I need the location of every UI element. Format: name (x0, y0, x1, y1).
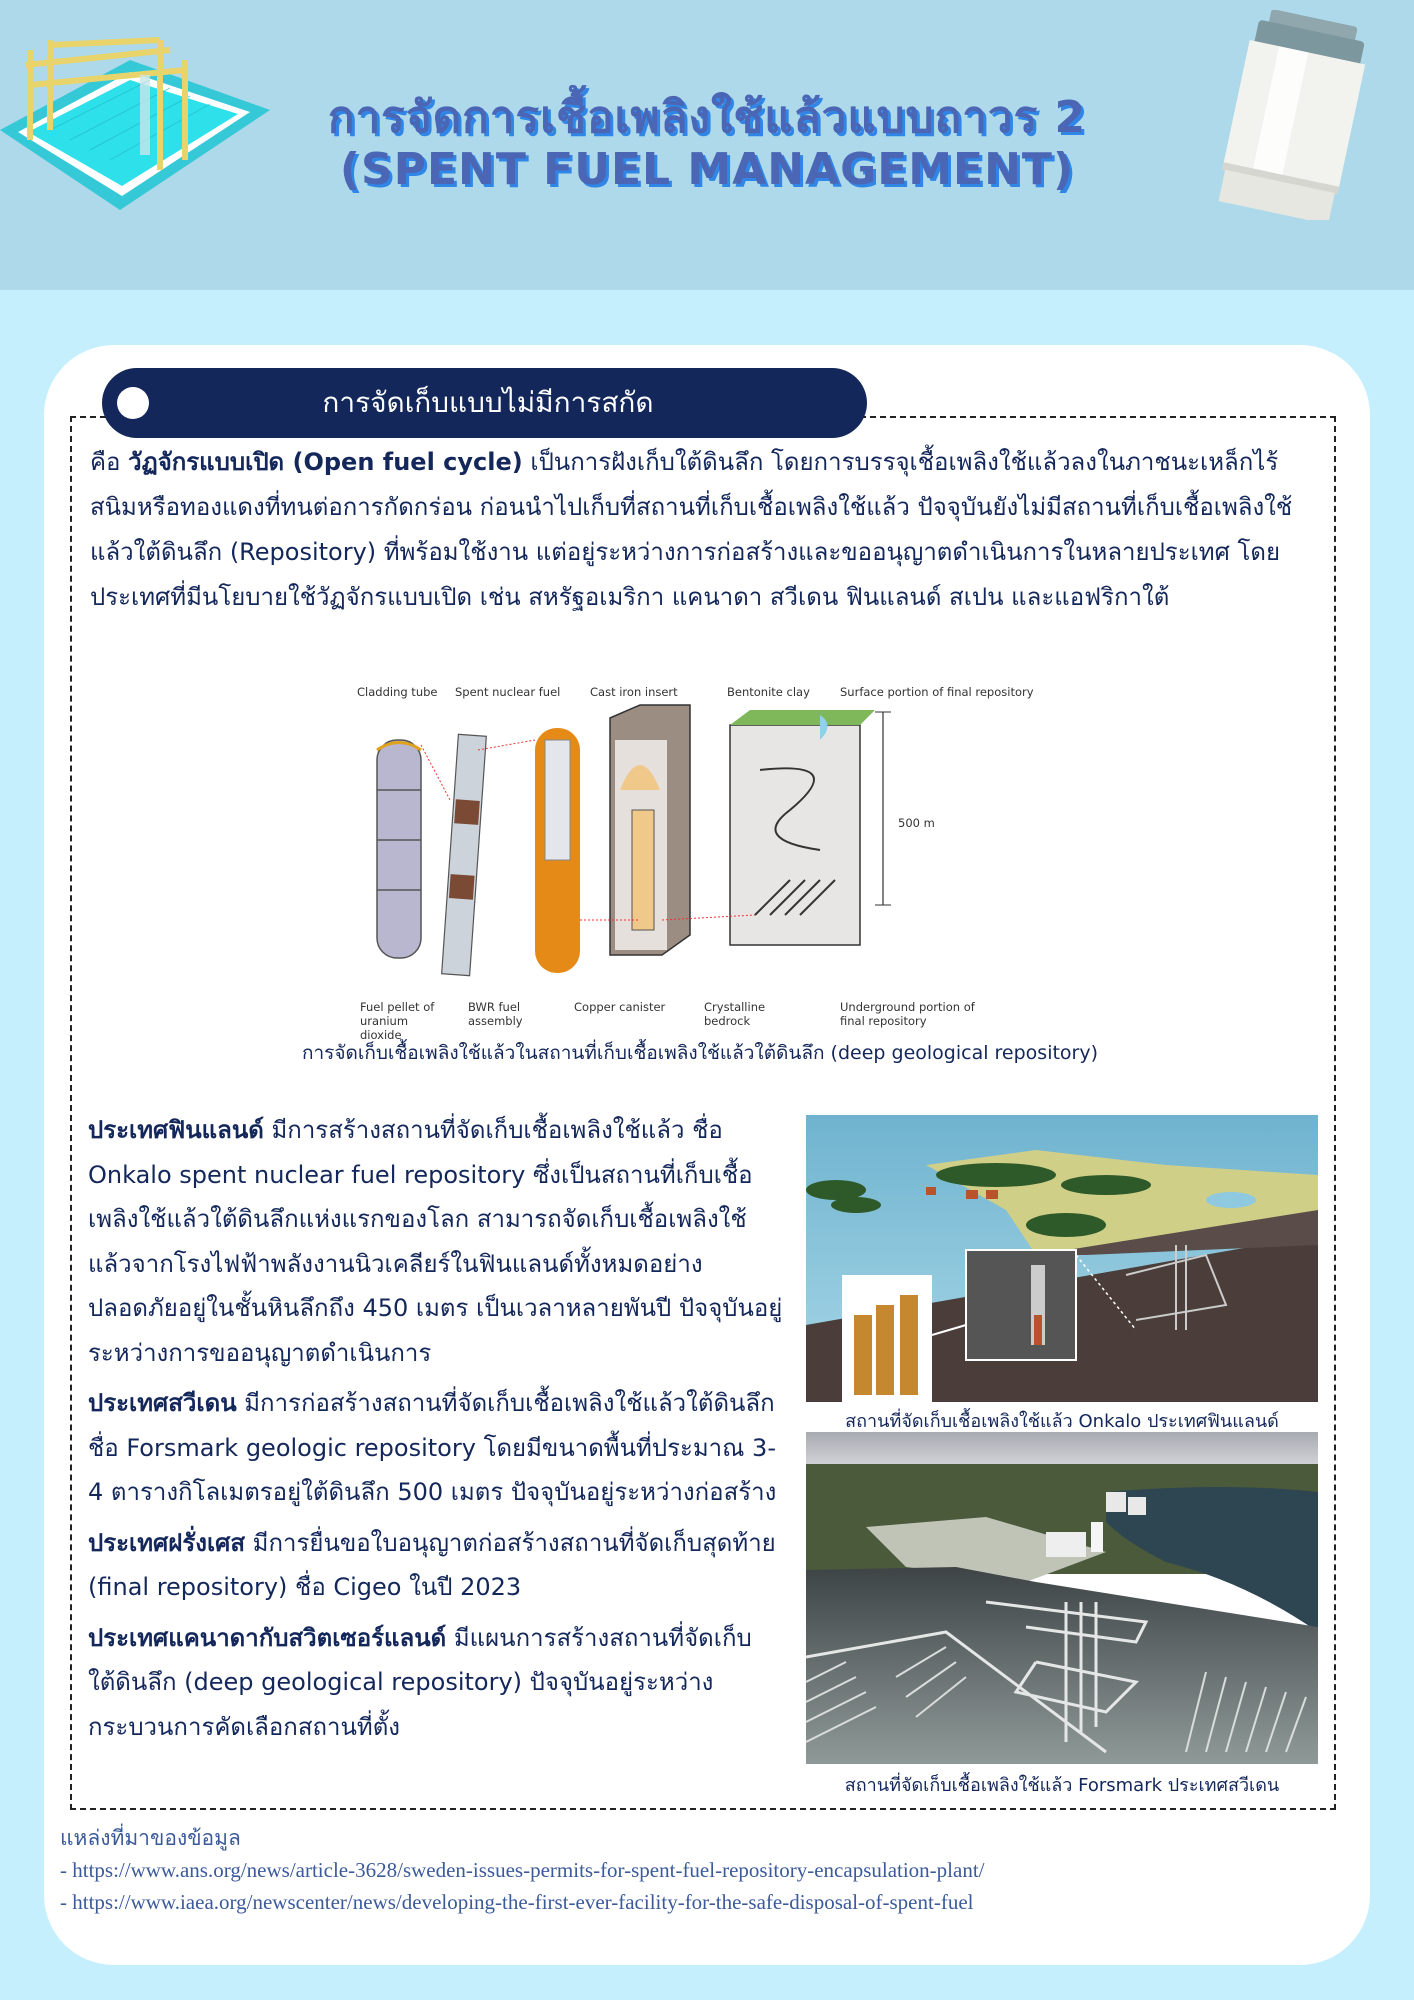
onkalo-image-caption: สถานที่จัดเก็บเชื้อเพลิงใช้แล้ว Onkalo ประเทศฟินแลนด์ (845, 1411, 1279, 1432)
wave-divider (0, 240, 1414, 300)
country-item-finland (88, 1108, 788, 1375)
label-fuel-pellet: Fuel pellet of uranium dioxide (360, 1000, 435, 1042)
intro-paragraph (90, 440, 1320, 620)
sources-section (60, 1822, 1380, 1918)
label-bwr-fuel-assembly: BWR fuel assembly (468, 1000, 523, 1028)
page-title (0, 92, 1414, 196)
label-crystalline-bedrock: Crystalline bedrock (704, 1000, 766, 1028)
source-link[interactable]: - https://www.iaea.org/newscenter/news/developing-the-first-ever-facility-for-the-safe-disposal-of-spent-fuel (60, 1890, 974, 1914)
country-item-sweden (88, 1381, 788, 1515)
section-heading: การจัดเก็บแบบไม่มีการสกัด (322, 386, 654, 419)
country-text: มีแผนการสร้างสถานที่จัดเก็บใต้ดินลึก (deep geological repository) ปัจจุบันอยู่ระหว่างกระบวนการคัดเลือกสถานที่ตั้ง (88, 1623, 752, 1741)
country-name: ประเทศแคนาดากับสวิตเซอร์แลนด์ (88, 1623, 447, 1652)
label-underground-portion: Underground portion of final repository (840, 1000, 975, 1028)
repository-diagram-illustration (350, 680, 1050, 1000)
section-heading-pill (102, 368, 867, 438)
country-list (88, 1108, 788, 1755)
country-text: มีการสร้างสถานที่จัดเก็บเชื้อเพลิงใช้แล้ว ชื่อ Onkalo spent nuclear fuel repository ซึ่งเป็นสถานที่เก็บเชื้อเพลิงใช้แล้วใต้ดินลึกแห่งแรกของโลก สามารถจัดเก็บเชื้อเพลิงใช้แล้วจากโรงไฟฟ้าพลังงานนิวเคลียร์ในฟินแลนด์ทั้งหมดอย่างปลอดภัยอยู่ในชั้นหินลึกถึง 450 เมตร เป็นเวลาหลายพันปี ปัจจุบันอยู่ระหว่างการขออนุญาตดำเนินการ (88, 1116, 783, 1367)
storage-canister-icon (1210, 10, 1370, 220)
label-cladding-tube: Cladding tube (357, 685, 438, 699)
country-text: มีการยื่นขอใบอนุญาตก่อสร้างสถานที่จัดเก็บสุดท้าย (final repository) ชื่อ Cigeo ในปี 2023 (88, 1528, 776, 1601)
header-banner (0, 0, 1414, 290)
forsmark-repository-image (806, 1432, 1318, 1764)
intro-body: เป็นการฝังเก็บใต้ดินลึก โดยการบรรจุเชื้อเพลิงใช้แล้วลงในภาชนะเหล็กไร้สนิมหรือทองแดงที่ทนต่อการกัดกร่อน ก่อนนำไปเก็บที่สถานที่เก็บเชื้อเพลิงใช้แล้ว ปัจจุบันยังไม่มีสถานที่เก็บเชื้อเพลิงใช้แล้วใต้ดินลึก (Repository) ที่พร้อมใช้งาน แต่อยู่ระหว่างการก่อสร้างและขออนุญาตดำเนินการในหลายประเทศ โดยประเทศที่มีนโยบายใช้วัฏจักรแบบเปิด เช่น สหรัฐอเมริกา แคนาดา สวีเดน ฟินแลนด์ สเปน และแอฟริกาใต้ (90, 448, 1293, 611)
label-copper-canister: Copper canister (574, 1000, 666, 1014)
label-spent-nuclear-fuel: Spent nuclear fuel (455, 685, 561, 699)
title-line-english: (SPENT FUEL MANAGEMENT) (339, 144, 1075, 195)
onkalo-repository-image (806, 1115, 1318, 1402)
label-bentonite-clay: Bentonite clay (727, 685, 810, 699)
intro-prefix: คือ (90, 448, 129, 476)
forsmark-image-caption: สถานที่จัดเก็บเชื้อเพลิงใช้แล้ว Forsmark ประเทศสวีเดน (844, 1775, 1280, 1796)
diagram-caption: การจัดเก็บเชื้อเพลิงใช้แล้วในสถานที่เก็บเชื้อเพลิงใช้แล้วใต้ดินลึก (deep geological repository) (301, 1042, 1099, 1064)
label-cast-iron-insert: Cast iron insert (590, 685, 678, 699)
repository-diagram (350, 680, 1050, 1042)
label-surface-portion: Surface portion of final repository (840, 685, 1034, 699)
country-text: มีการก่อสร้างสถานที่จัดเก็บเชื้อเพลิงใช้แล้วใต้ดินลึก ชื่อ Forsmark geologic repository โดยมีขนาดพื้นที่ประมาณ 3-4 ตารางกิโลเมตรอยู่ใต้ดินลึก 500 เมตร ปัจจุบันอยู่ระหว่างก่อสร้าง (88, 1389, 777, 1506)
country-name: ประเทศฟินแลนด์ (88, 1116, 264, 1144)
country-name: ประเทศสวีเดน (88, 1389, 237, 1417)
bullet-dot-icon (117, 387, 149, 419)
title-line-thai: การจัดการเชื้อเพลิงใช้แล้วแบบถาวร 2 (327, 92, 1087, 143)
country-name: ประเทศฝรั่งเศส (88, 1528, 246, 1557)
label-depth: 500 m (898, 816, 935, 830)
intro-term: วัฏจักรแบบเปิด (Open fuel cycle) (128, 448, 523, 476)
source-link[interactable]: - https://www.ans.org/news/article-3628/sweden-issues-permits-for-spent-fuel-repository-encapsulation-plant/ (60, 1858, 985, 1882)
country-item-france (88, 1521, 788, 1610)
sources-heading: แหล่งที่มาของข้อมูล (60, 1826, 241, 1850)
country-item-canada-switzerland (88, 1616, 788, 1750)
